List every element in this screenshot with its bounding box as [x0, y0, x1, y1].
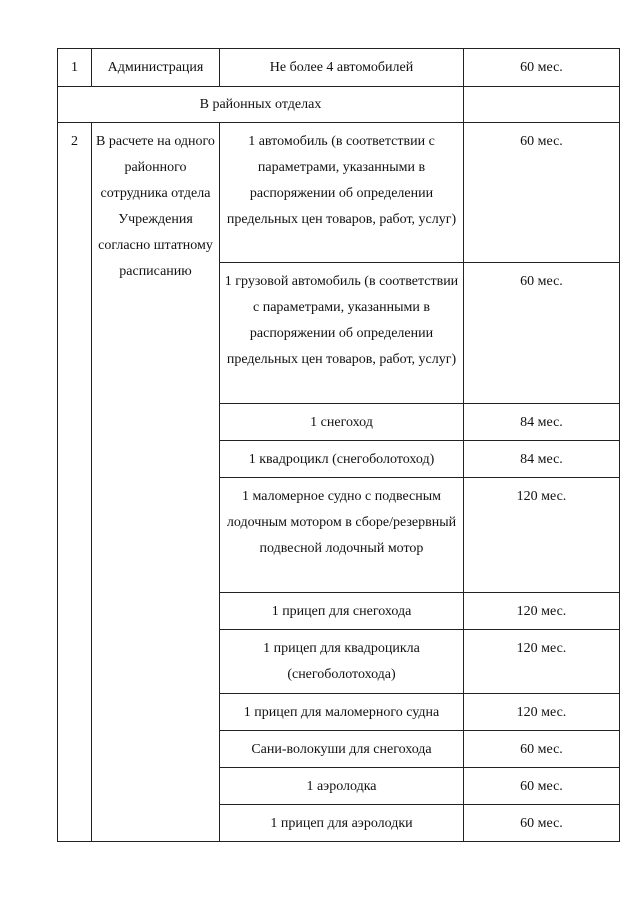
- row-term: 60 мес.: [464, 49, 620, 87]
- row-term: 60 мес.: [464, 731, 620, 768]
- row-term: 84 мес.: [464, 404, 620, 441]
- section-header-row: [58, 87, 620, 123]
- row-category: В расчете на одного районного сотрудника отдела Учреждения согласно штатному расписанию: [92, 123, 220, 842]
- row-item: 1 автомобиль (в соответствии с параметрами, указанными в распоряжении об определении предельных цен товаров, работ, услуг): [220, 123, 464, 263]
- row-item: 1 грузовой автомобиль (в соответствии с параметрами, указанными в распоряжении об определении предельных цен товаров, работ, услуг): [220, 263, 464, 404]
- row-term: 120 мес.: [464, 694, 620, 731]
- row-term: 60 мес.: [464, 263, 620, 404]
- row-item: 1 прицеп для аэролодки: [220, 805, 464, 842]
- section-header: В районных отделах: [58, 87, 464, 123]
- row-term: 120 мес.: [464, 478, 620, 593]
- row-term: 120 мес.: [464, 593, 620, 630]
- row-number: 2: [58, 123, 92, 842]
- row-item: 1 маломерное судно с подвесным лодочным мотором в сборе/резервный подвесной лодочный мотор: [220, 478, 464, 593]
- row-item: 1 аэролодка: [220, 768, 464, 805]
- row-item: 1 прицеп для маломерного судна: [220, 694, 464, 731]
- row-term: 60 мес.: [464, 805, 620, 842]
- row-item: 1 прицеп для снегохода: [220, 593, 464, 630]
- row-number: 1: [58, 49, 92, 87]
- table-row: [58, 49, 620, 87]
- row-item: Сани-волокуши для снегохода: [220, 731, 464, 768]
- section-header-empty-cell: [464, 87, 620, 123]
- row-item: 1 прицеп для квадроцикла (снегоболотохода): [220, 630, 464, 694]
- row-item: Не более 4 автомобилей: [220, 49, 464, 87]
- row-item: 1 снегоход: [220, 404, 464, 441]
- vehicle-norms-table: [57, 48, 620, 842]
- row-item: 1 квадроцикл (снегоболотоход): [220, 441, 464, 478]
- row-term: 60 мес.: [464, 123, 620, 263]
- row-term: 120 мес.: [464, 630, 620, 694]
- row-category: Администрация: [92, 49, 220, 87]
- row-term: 84 мес.: [464, 441, 620, 478]
- table-row: [58, 123, 620, 263]
- row-term: 60 мес.: [464, 768, 620, 805]
